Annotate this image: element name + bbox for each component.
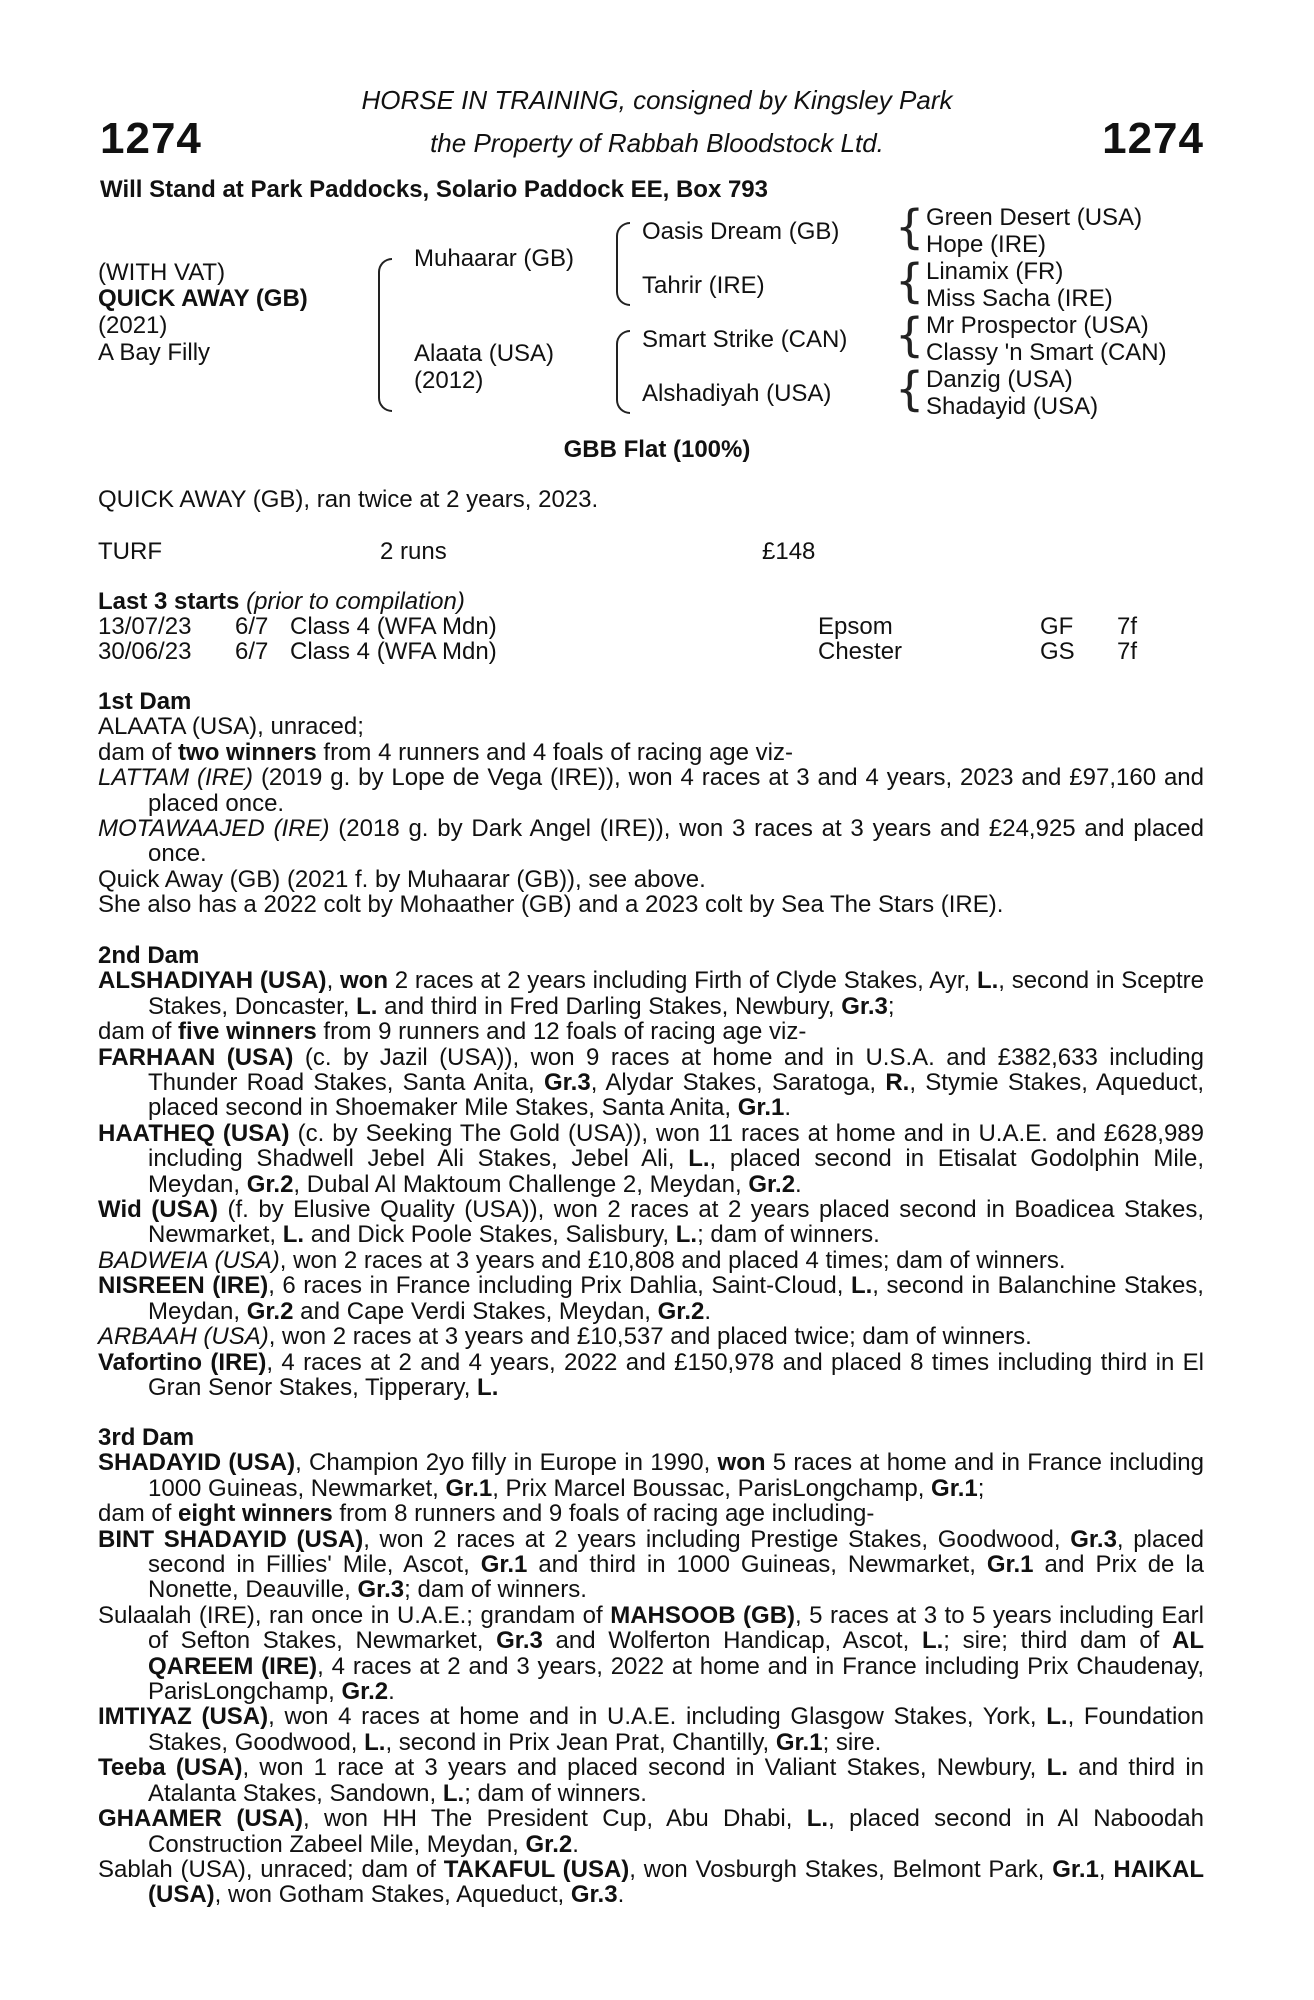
text: , second in Balanchine Stakes, Meydan, xyxy=(148,1272,1204,1325)
stand-location: Will Stand at Park Paddocks, Solario Paddock EE, Box 793 xyxy=(100,176,769,203)
progeny-haatheq xyxy=(98,1121,1204,1197)
text: ; dam of winners. xyxy=(464,1779,647,1807)
progeny-teeba xyxy=(98,1755,1204,1806)
grade: Gr.2 xyxy=(525,1830,573,1858)
third-dam-record xyxy=(98,1450,1204,1501)
pedigree-sss: Green Desert (USA) xyxy=(926,204,1143,231)
vat-note: (WITH VAT) xyxy=(98,259,226,286)
text: ; sire. xyxy=(822,1728,882,1756)
text: , won 2 races at 3 years and £10,537 and placed twice; dam of winners. xyxy=(268,1323,1032,1351)
start-dist-2: 7f xyxy=(1117,638,1138,665)
progeny-farhaan xyxy=(98,1045,1204,1121)
grade: Gr.3 xyxy=(570,1881,618,1909)
won: won xyxy=(717,1449,766,1477)
progeny-wid xyxy=(98,1197,1204,1248)
gbb-status: GBB Flat (100%) xyxy=(563,436,751,463)
grade: Gr.1 xyxy=(986,1551,1034,1579)
first-dam-section xyxy=(98,689,1204,918)
listed: L. xyxy=(356,992,378,1020)
text: (f. by Elusive Quality (USA)), won 2 races at 2 years placed second in Boadicea Stakes, Newmarket, xyxy=(148,1196,1204,1249)
listed: L. xyxy=(688,1145,710,1173)
grade: Gr.2 xyxy=(748,1170,796,1198)
listed: L. xyxy=(850,1272,873,1300)
pedigree-dam-dam: Alshadiyah (USA) xyxy=(642,380,832,407)
text: Sulaalah (IRE), ran once in U.A.E.; grandam of xyxy=(98,1601,611,1629)
text: , won HH The President Cup, Abu Dhabi, xyxy=(302,1805,807,1833)
grade: Gr.1 xyxy=(737,1094,785,1122)
start-dist-1: 7f xyxy=(1117,613,1138,640)
text: , 4 races at 2 and 3 years, 2022 at home and in France including Prix Chaudenay, ParisLongchamp, xyxy=(148,1652,1204,1706)
start-course-1: Epsom xyxy=(818,613,893,640)
grade: Gr.2 xyxy=(246,1297,294,1325)
text: Sablah (USA), unraced; dam of xyxy=(98,1855,444,1883)
text: and third in Fred Darling Stakes, Newbury, xyxy=(377,992,842,1020)
progeny-sulaalah xyxy=(98,1603,1204,1705)
progeny-name: IMTIYAZ (USA) xyxy=(98,1703,269,1731)
text: , won Gotham Stakes, Aqueduct, xyxy=(214,1881,571,1909)
listed: L. xyxy=(282,1221,305,1249)
lot-number-left: 1274 xyxy=(100,114,202,163)
third-dam-section xyxy=(98,1425,1204,1908)
text: dam of xyxy=(98,1018,179,1046)
text: , second in Sceptre Stakes, Doncaster, xyxy=(148,967,1205,1020)
progeny-name: MAHSOOB (GB) xyxy=(610,1601,796,1629)
text: 2 races at 2 years including Firth of Clyde Stakes, Ayr, xyxy=(388,967,977,995)
text: . xyxy=(784,1094,792,1122)
property-line: the Property of Rabbah Bloodstock Ltd. xyxy=(430,128,884,158)
progeny-name: Teeba (USA) xyxy=(98,1754,243,1782)
progeny-name: HAIKAL (USA) xyxy=(148,1855,1205,1909)
record-runs: 2 runs xyxy=(380,538,447,565)
pedigree-brace-ds: { xyxy=(895,308,925,362)
first-dam-heading: 1st Dam xyxy=(98,688,192,715)
text: (c. by Jazil (USA)), won 9 races at home and in U.S.A. and £382,633 including Thunder Road Stakes, Santa Anita, xyxy=(148,1043,1204,1097)
text: and Cape Verdi Stakes, Meydan, xyxy=(293,1297,658,1325)
progeny-name: HAATHEQ (USA) xyxy=(98,1119,290,1147)
start-pos-2: 6/7 xyxy=(235,638,269,665)
text: , won 2 races at 2 years including Prestige Stakes, Goodwood, xyxy=(363,1525,1071,1553)
text: and third in Atalanta Stakes, Sandown, xyxy=(148,1754,1205,1807)
start-going-1: GF xyxy=(1040,613,1074,640)
last-starts-title: Last 3 starts xyxy=(98,588,240,615)
text: , Champion 2yo filly in Europe in 1990, xyxy=(295,1449,718,1477)
horse-description: A Bay Filly xyxy=(98,339,211,366)
text: , won 4 races at home and in U.A.E. including Glasgow Stakes, York, xyxy=(268,1703,1047,1731)
progeny-name: LATTAM (IRE) xyxy=(98,764,254,792)
pedigree-brace-dd: { xyxy=(895,362,925,416)
pedigree-dam-year: (2012) xyxy=(414,367,484,394)
progeny-vafortino xyxy=(98,1350,1204,1401)
start-date-2: 30/06/23 xyxy=(98,638,192,665)
pedigree-dsd: Classy 'n Smart (CAN) xyxy=(926,339,1167,366)
text: and third in 1000 Guineas, Newmarket, xyxy=(527,1551,987,1579)
start-race-2: Class 4 (WFA Mdn) xyxy=(290,638,497,665)
horse-name: QUICK AWAY (GB) xyxy=(98,285,308,312)
pedigree-dss: Mr Prospector (USA) xyxy=(926,312,1149,339)
text: , won Vosburgh Stakes, Belmont Park, xyxy=(629,1855,1053,1883)
progeny-name: Vafortino (IRE) xyxy=(98,1348,267,1376)
progeny-arbaah xyxy=(98,1324,1204,1349)
progeny-badweia xyxy=(98,1248,1204,1273)
start-going-2: GS xyxy=(1040,638,1075,665)
listed: L. xyxy=(442,1779,465,1807)
text: , won 2 races at 3 years and £10,808 and placed 4 times; dam of winners. xyxy=(279,1246,1066,1274)
progeny-name: MOTAWAAJED (IRE) xyxy=(98,815,330,843)
winners-count: eight winners xyxy=(178,1500,333,1528)
start-race-1: Class 4 (WFA Mdn) xyxy=(290,613,497,640)
progeny-name: ARBAAH (USA) xyxy=(98,1323,269,1351)
pedigree-dds: Danzig (USA) xyxy=(926,366,1073,393)
grade: Gr.3 xyxy=(496,1627,543,1655)
text: ; xyxy=(977,1474,985,1502)
last-starts-note: (prior to compilation) xyxy=(246,588,465,615)
pedigree-sire: Muhaarar (GB) xyxy=(414,245,575,272)
record-earnings: £148 xyxy=(762,538,816,565)
grade: Gr.1 xyxy=(1052,1855,1099,1883)
second-dam-heading: 2nd Dam xyxy=(98,942,200,969)
last-starts-heading xyxy=(98,588,465,616)
winners-count: two winners xyxy=(178,738,317,766)
progeny-text: (2019 g. by Lope de Vega (IRE)), won 4 races at 3 and 4 years, 2023 and £97,160 and placed once. xyxy=(148,764,1204,817)
restricted: R. xyxy=(885,1069,910,1097)
text: ; xyxy=(887,992,895,1020)
listed: L. xyxy=(921,1627,944,1655)
progeny-name: FARHAAN (USA) xyxy=(98,1043,294,1071)
text: from 8 runners and 9 foals of racing age including- xyxy=(332,1500,875,1528)
grade: Gr.2 xyxy=(341,1678,389,1706)
text: , Prix Marcel Boussac, ParisLongchamp, xyxy=(492,1474,932,1502)
second-dam-section xyxy=(98,943,1204,1400)
progeny-name: GHAAMER (USA) xyxy=(98,1805,303,1833)
text: , Foundation Stakes, Goodwood, xyxy=(148,1703,1204,1756)
grade: Gr.3 xyxy=(357,1576,405,1604)
text: , Dubal Al Maktoum Challenge 2, Meydan, xyxy=(293,1170,749,1198)
progeny-name: BADWEIA (USA) xyxy=(98,1246,280,1274)
listed: L. xyxy=(477,1373,499,1401)
third-dam-heading: 3rd Dam xyxy=(98,1424,195,1451)
text: . xyxy=(572,1830,579,1858)
text: dam of xyxy=(98,738,179,766)
pedigree-brace-sire xyxy=(616,222,630,306)
text: , 5 races at 3 to 5 years including Earl of Sefton Stakes, Newmarket, xyxy=(148,1601,1204,1655)
grade: Gr.2 xyxy=(657,1297,705,1325)
text: , Stymie Stakes, Aqueduct, placed second in Shoemaker Mile Stakes, Santa Anita, xyxy=(148,1069,1204,1122)
grade: Gr.1 xyxy=(775,1728,823,1756)
text: , 4 races at 2 and 4 years, 2022 and £150,978 and placed 8 times including third in El Gran Senor Stakes, Tipperary, xyxy=(148,1348,1204,1401)
horse-year: (2021) xyxy=(98,312,168,339)
listed: L. xyxy=(976,967,999,995)
text: and Wolferton Handicap, Ascot, xyxy=(542,1627,922,1655)
grade: Gr.3 xyxy=(1070,1525,1117,1553)
text: . xyxy=(388,1678,395,1706)
grade: Gr.1 xyxy=(445,1474,493,1502)
progeny-name: BINT SHADAYID (USA) xyxy=(98,1525,364,1553)
race-summary: QUICK AWAY (GB), ran twice at 2 years, 2023. xyxy=(98,486,599,513)
pedigree-brace-main xyxy=(378,258,392,412)
consignment-line: HORSE IN TRAINING, consigned by Kingsley Park xyxy=(361,85,953,115)
text: , placed second in Fillies' Mile, Ascot, xyxy=(148,1525,1205,1579)
text: , second in Prix Jean Prat, Chantilly, xyxy=(385,1728,776,1756)
winners-count: five winners xyxy=(178,1018,317,1046)
text: , xyxy=(1098,1855,1114,1883)
text: dam of xyxy=(98,1500,179,1528)
progeny-lattam xyxy=(98,765,1204,816)
first-dam-line2 xyxy=(98,740,1204,765)
grade: Gr.3 xyxy=(841,992,888,1020)
listed: L. xyxy=(675,1221,698,1249)
progeny-bint-shadayid xyxy=(98,1527,1204,1603)
pedigree-dam: Alaata (USA) xyxy=(414,340,555,367)
pedigree-brace-dam xyxy=(616,330,630,414)
progeny-name: AL QAREEM (IRE) xyxy=(148,1627,1204,1680)
text: and Prix de la Nonette, Deauville, xyxy=(148,1551,1205,1604)
progeny-quick-away: Quick Away (GB) (2021 f. by Muhaarar (GB)), see above. xyxy=(98,865,706,893)
grade: Gr.2 xyxy=(246,1170,294,1198)
text: (c. by Seeking The Gold (USA)), won 11 races at home and in U.A.E. and £628,989 including Shadwell Jebel Ali Stakes, Jebel Ali, xyxy=(148,1119,1204,1173)
won: won xyxy=(340,967,388,995)
text: ; dam of winners. xyxy=(404,1576,587,1604)
text: and Dick Poole Stakes, Salisbury, xyxy=(304,1221,676,1249)
listed: L. xyxy=(364,1728,386,1756)
text: , won 1 race at 3 years and placed second in Valiant Stakes, Newbury, xyxy=(242,1754,1047,1782)
progeny-imtiyaz xyxy=(98,1704,1204,1755)
start-course-2: Chester xyxy=(818,638,903,665)
pedigree-sire-sire: Oasis Dream (GB) xyxy=(642,218,840,245)
grade: Gr.1 xyxy=(931,1474,978,1502)
text: from 4 runners and 4 foals of racing age viz- xyxy=(316,738,793,766)
text: . xyxy=(704,1297,712,1325)
dam-name: ALSHADIYAH (USA) xyxy=(98,967,327,995)
progeny-name: TAKAFUL (USA) xyxy=(443,1855,630,1883)
lot-number-right: 1274 xyxy=(1102,114,1204,163)
progeny-nisreen xyxy=(98,1273,1204,1324)
first-dam-line1: ALAATA (USA), unraced; xyxy=(98,713,364,741)
second-dam-produce xyxy=(98,1019,1204,1044)
progeny-name: Wid (USA) xyxy=(98,1196,218,1224)
grade: Gr.1 xyxy=(480,1551,528,1579)
first-dam-also: She also has a 2022 colt by Mohaather (GB) and a 2023 colt by Sea The Stars (IRE). xyxy=(98,891,1004,919)
text: ; dam of winners. xyxy=(697,1221,880,1249)
text: , Alydar Stakes, Saratoga, xyxy=(590,1069,886,1097)
text: , 6 races in France including Prix Dahlia, Saint-Cloud, xyxy=(268,1272,851,1300)
progeny-ghaamer xyxy=(98,1806,1204,1857)
text: , placed second in Al Naboodah Construction Zabeel Mile, Meydan, xyxy=(148,1805,1204,1858)
pedigree-dam-sire: Smart Strike (CAN) xyxy=(642,326,848,353)
third-dam-produce xyxy=(98,1501,1204,1526)
text: , placed second in Etisalat Godolphin Mile, Meydan, xyxy=(148,1145,1204,1198)
progeny-name: NISREEN (IRE) xyxy=(98,1272,269,1300)
dam-name: SHADAYID (USA) xyxy=(98,1449,296,1477)
listed: L. xyxy=(1046,1754,1068,1782)
progeny-motawaajed xyxy=(98,816,1204,867)
progeny-sablah xyxy=(98,1857,1204,1908)
text: 5 races at home and in France including 1000 Guineas, Newmarket, xyxy=(148,1449,1204,1502)
pedigree-ddd: Shadayid (USA) xyxy=(926,393,1099,420)
record-surface: TURF xyxy=(98,538,162,565)
listed: L. xyxy=(1046,1703,1068,1731)
text: from 9 runners and 12 foals of racing age viz- xyxy=(316,1018,807,1046)
start-date-1: 13/07/23 xyxy=(98,613,192,640)
start-pos-1: 6/7 xyxy=(235,613,269,640)
pedigree-ssd: Hope (IRE) xyxy=(926,231,1047,258)
text: . xyxy=(617,1881,625,1909)
grade: Gr.3 xyxy=(544,1069,591,1097)
progeny-text: (2018 g. by Dark Angel (IRE)), won 3 races at 3 years and £24,925 and placed once. xyxy=(148,815,1204,868)
pedigree-sdd: Miss Sacha (IRE) xyxy=(926,285,1113,312)
pedigree-sire-dam: Tahrir (IRE) xyxy=(642,272,765,299)
pedigree-brace-sd: { xyxy=(895,254,925,308)
text: ; sire; third dam of xyxy=(943,1627,1172,1655)
listed: L. xyxy=(806,1805,829,1833)
pedigree-sds: Linamix (FR) xyxy=(926,258,1064,285)
second-dam-record: ALSHADIYAH (USA), won 2 races at 2 years including Firth of Clyde Stakes, Ayr, L., second in Sceptre Stakes, Doncaster, L. and third in Fred Darling Stakes, Newbury, Gr.3; xyxy=(98,967,1205,1020)
text: . xyxy=(795,1170,802,1198)
pedigree-brace-ss: { xyxy=(895,200,925,254)
